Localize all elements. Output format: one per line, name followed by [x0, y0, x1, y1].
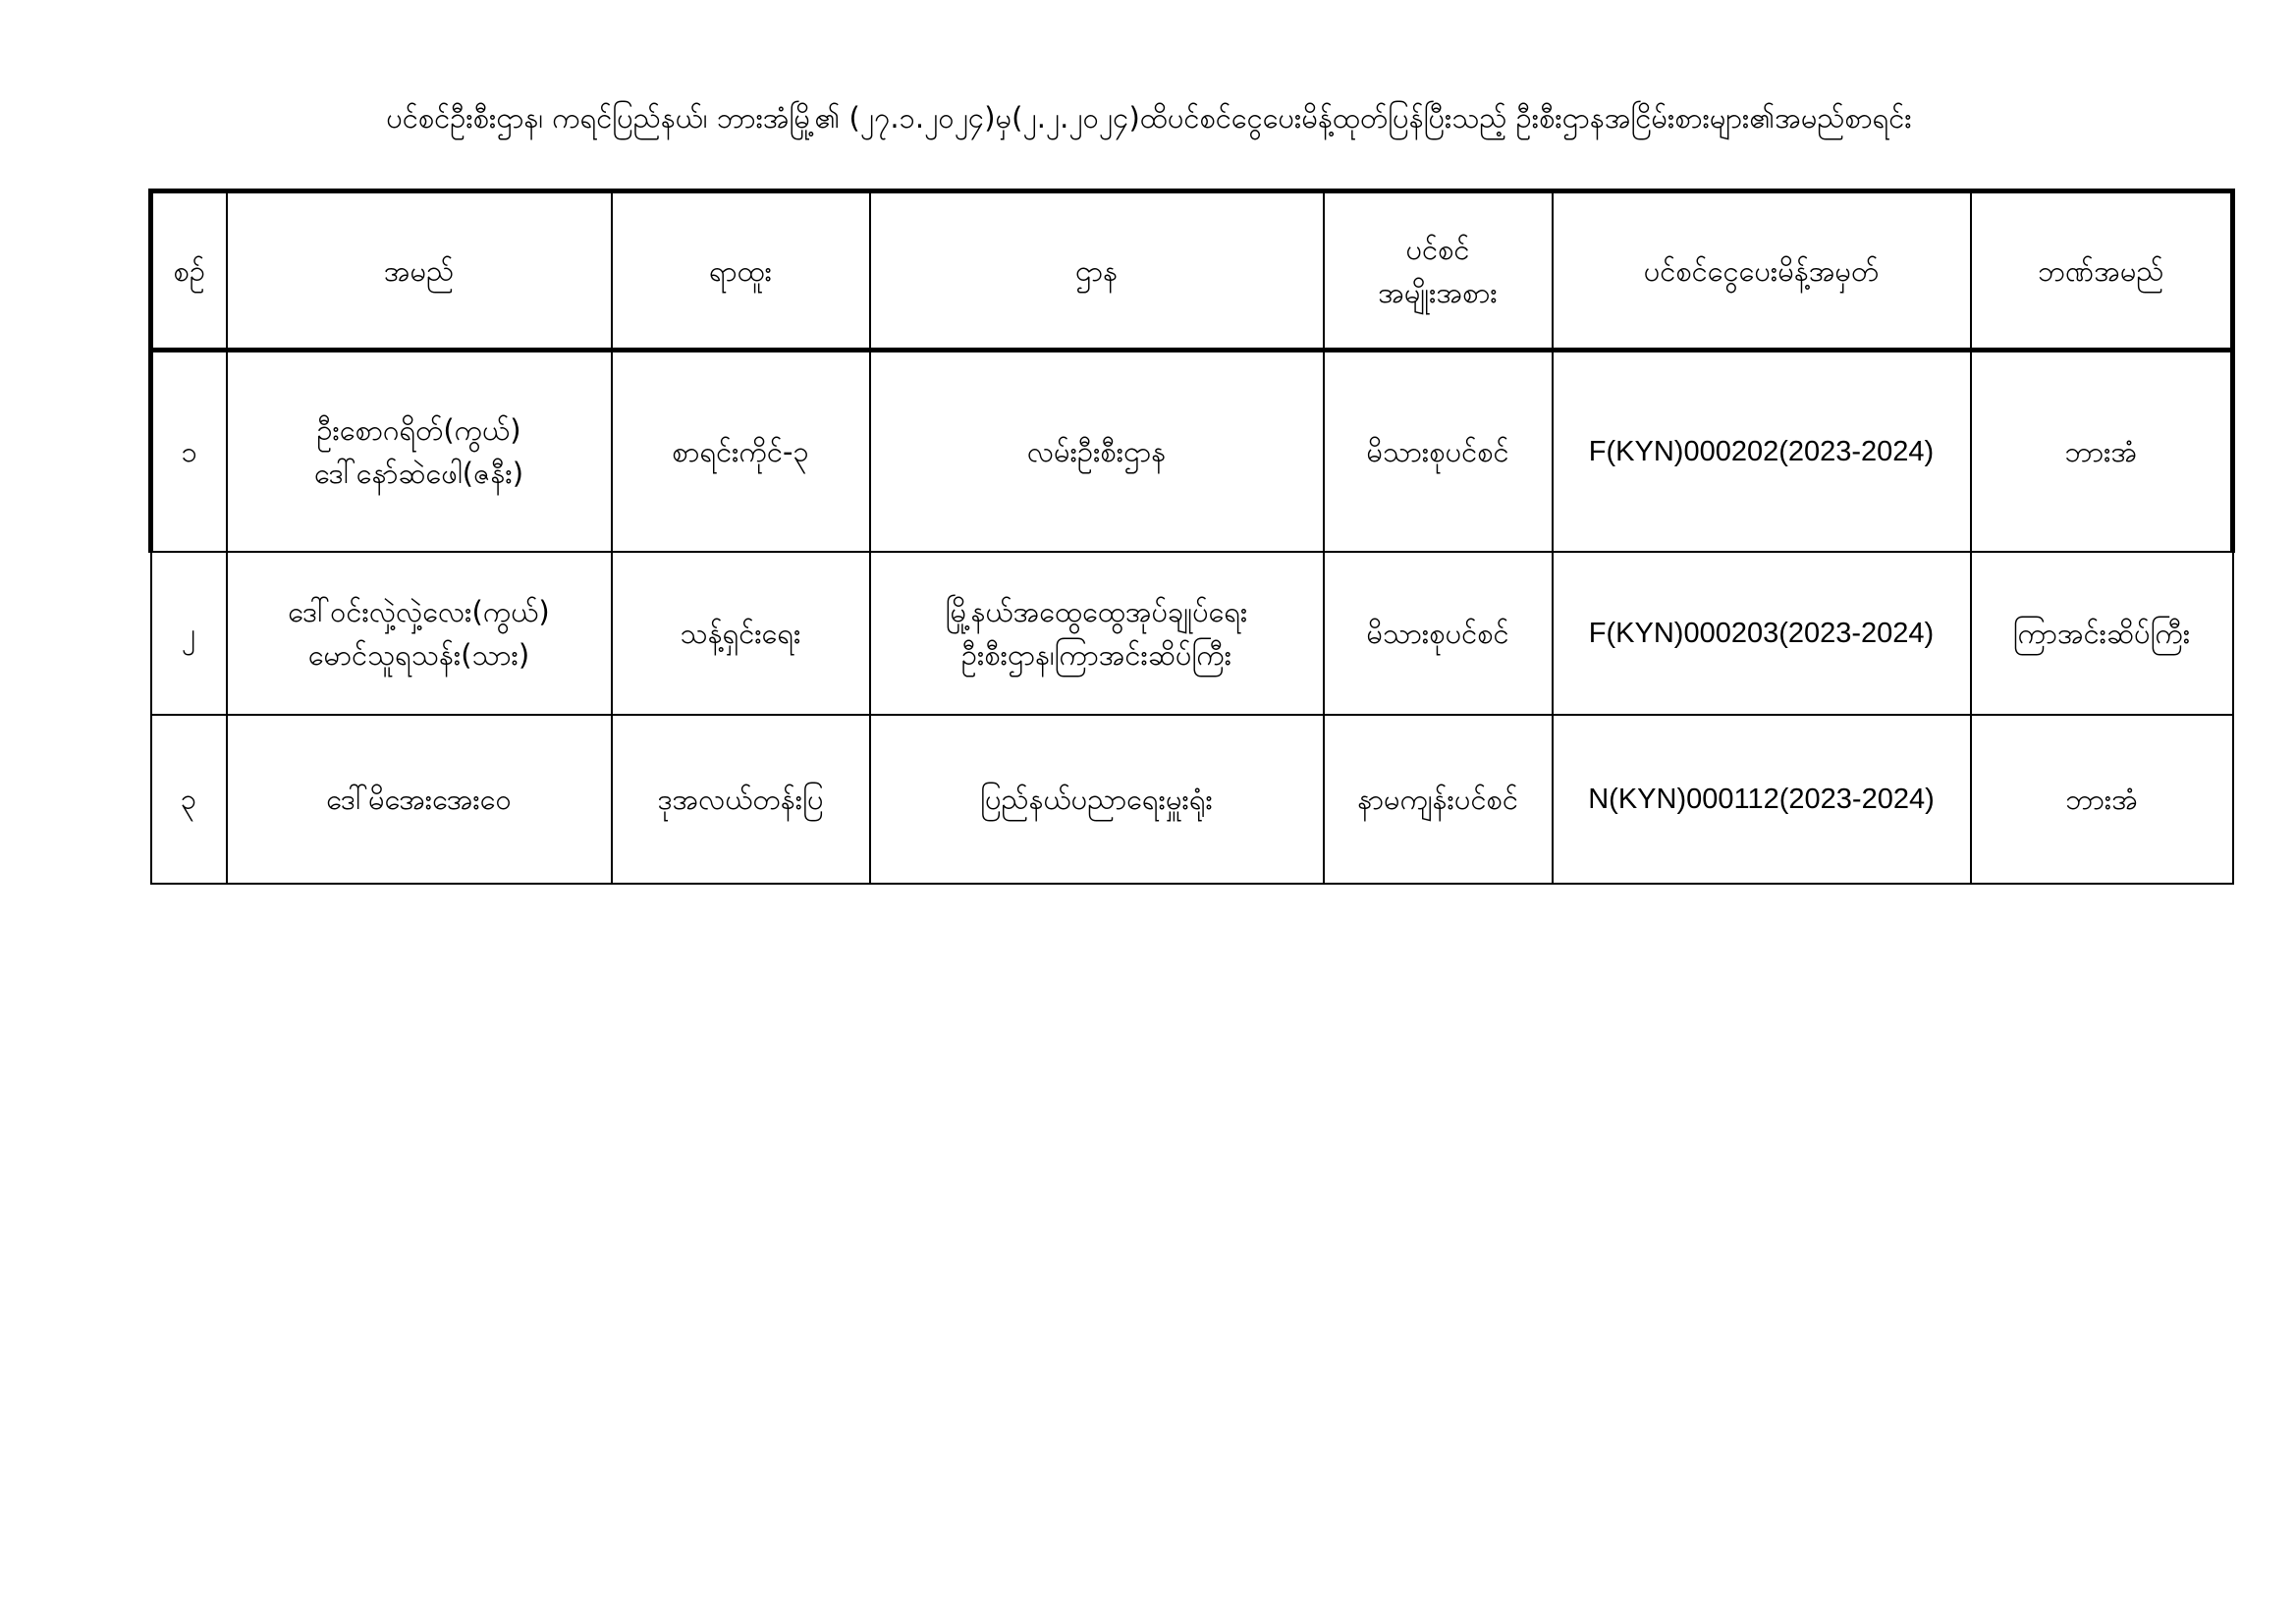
- row-order-no: F(KYN)000203(2023-2024): [1553, 552, 1971, 715]
- row-pension-type: မိသားစုပင်စင်: [1324, 552, 1553, 715]
- row-name-line1: ဒေါ်မိအေးအေးဝေ: [326, 782, 512, 816]
- row-name: [227, 715, 612, 884]
- row-department-line1: ပြည်နယ်ပညာရေးမှူးရုံး: [980, 782, 1213, 816]
- row-no: ၃: [151, 715, 227, 884]
- header-name: အမည်: [227, 191, 612, 351]
- header-rank: ရာထူး: [612, 191, 870, 351]
- row-name-line1: ဒေါ်ဝင်းလှဲ့လှဲ့လေး(ကွယ်): [288, 594, 550, 628]
- table-row: [151, 552, 2233, 715]
- header-pension-type: [1324, 191, 1553, 351]
- row-department: [870, 715, 1324, 884]
- row-name-line1: ဦးစောဂရိတ်(ကွယ်): [316, 412, 521, 447]
- row-department-line1: လမ်းဦးစီးဌာန: [1026, 434, 1167, 468]
- row-rank: သန့်ရှင်းရေး: [612, 552, 870, 715]
- row-department: [870, 552, 1324, 715]
- page-title: ပင်စင်ဦးစီးဌာန၊ ကရင်ပြည်နယ်၊ ဘားအံမြို့၏ (၂၇.၁.၂၀၂၄)မှ(၂.၂.၂၀၂၄)ထိပင်စင်ငွေပေးမိန့်ထုတ်ပြန်ပြီးသည့် ဦးစီးဌာနအငြိမ်းစားများ၏အမည်စာရင်း: [386, 101, 1912, 135]
- row-pension-type: နာမကျန်းပင်စင်: [1324, 715, 1553, 884]
- row-name-line2: မောင်သူရသန်း(သား): [307, 637, 530, 672]
- table-row: [151, 715, 2233, 884]
- row-pension-type: မိသားစုပင်စင်: [1324, 351, 1553, 552]
- header-treasury: ဘဏ်အမည်: [1971, 191, 2233, 351]
- row-no: ၂: [151, 552, 227, 715]
- row-rank: ဒုအလယ်တန်းပြ: [612, 715, 870, 884]
- table-header-row: [151, 191, 2233, 351]
- row-department-line2: ဦးစီးဌာန၊ကြာအင်းဆိပ်ကြီး: [960, 637, 1232, 672]
- header-no: စဉ်: [151, 191, 227, 351]
- row-order-no: F(KYN)000202(2023-2024): [1553, 351, 1971, 552]
- row-no: ၁: [151, 351, 227, 552]
- row-treasury: ကြာအင်းဆိပ်ကြီး: [1971, 552, 2233, 715]
- pension-list-table: [148, 189, 2235, 885]
- header-department: ဌာန: [870, 191, 1324, 351]
- row-name-line2: ဒေါ်နော်ဆဲဖေါ(ဇနီး): [313, 456, 524, 490]
- row-name: [227, 552, 612, 715]
- row-department: [870, 351, 1324, 552]
- pension-list-table-container: [148, 189, 2235, 885]
- header-pension-type-line1: ပင်စင်: [1405, 232, 1470, 266]
- row-order-no: N(KYN)000112(2023-2024): [1553, 715, 1971, 884]
- row-treasury: ဘားအံ: [1971, 715, 2233, 884]
- header-order-no: ပင်စင်ငွေပေးမိန့်အမှတ်: [1553, 191, 1971, 351]
- table-row: [151, 351, 2233, 552]
- row-treasury: ဘားအံ: [1971, 351, 2233, 552]
- header-pension-type-line2: အမျိုးအစား: [1378, 275, 1498, 309]
- row-rank: စာရင်းကိုင်-၃: [612, 351, 870, 552]
- row-department-line1: မြို့နယ်အထွေထွေအုပ်ချုပ်ရေး: [945, 594, 1248, 628]
- row-name: [227, 351, 612, 552]
